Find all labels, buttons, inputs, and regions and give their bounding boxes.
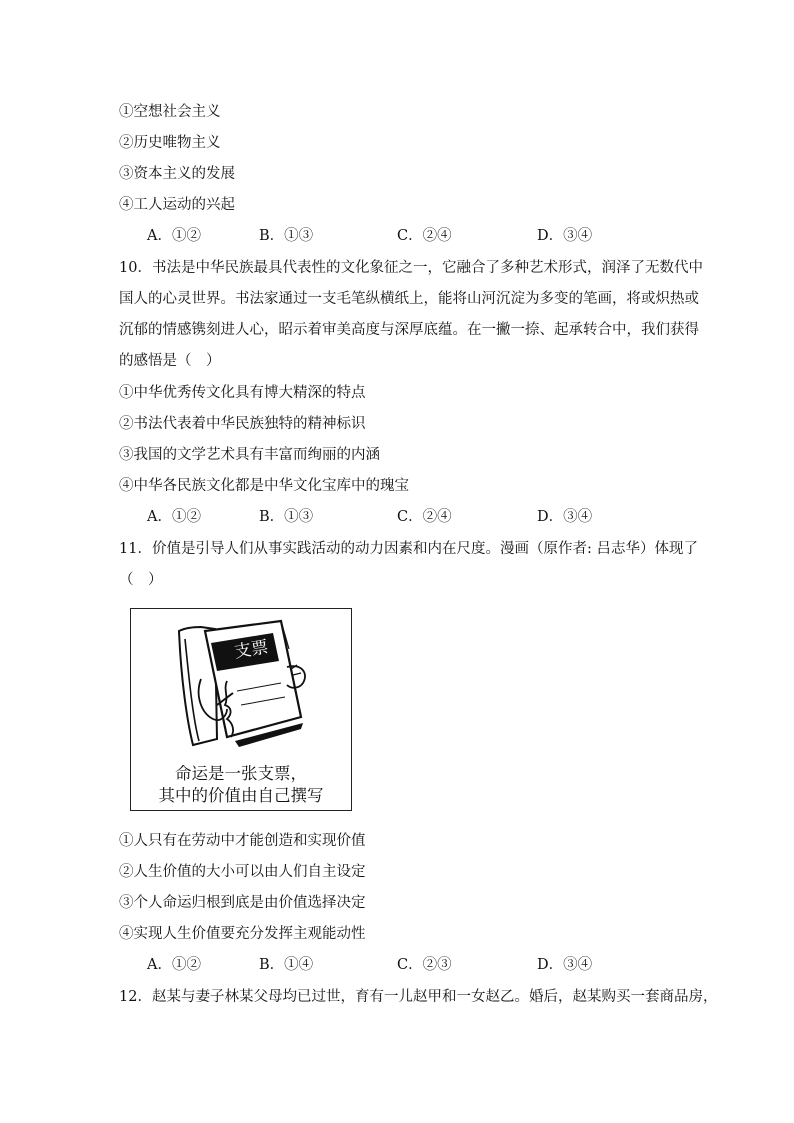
q10-options — [147, 507, 667, 527]
q11-option-a[interactable]: A．①② — [147, 957, 201, 973]
q11-item-2: ②人生价值的大小可以由人们自主设定 — [119, 864, 366, 880]
q10-option-d[interactable]: D．③④ — [537, 509, 593, 525]
q12-stem-line-1: 12．赵某与妻子林某父母均已过世，育有一儿赵甲和一女赵乙。婚后，赵某购买一套商品房， — [119, 989, 718, 1005]
q10-item-2: ②书法代表着中华民族独特的精神标识 — [119, 416, 366, 432]
q11-option-b[interactable]: B．①④ — [259, 957, 314, 973]
q10-stem-line-3: 沉郁的情感镌刻进人心，昭示着审美高度与深厚底蕴。在一撇一捺、起承转合中，我们获得 — [119, 322, 699, 338]
q11-stem-line-1: 11．价值是引导人们从事实践活动的动力因素和内在尺度。漫画（原作者: 吕志华）体现了 — [119, 541, 698, 557]
q10-option-a[interactable]: A．①② — [147, 509, 201, 525]
q11-options — [147, 955, 667, 975]
q11-option-d[interactable]: D．③④ — [537, 957, 593, 973]
cartoon-caption-line-2: 其中的价值由自己撰写 — [158, 786, 324, 805]
q10-item-1: ①中华优秀传文化具有博大精深的特点 — [119, 385, 366, 401]
q11-item-3: ③个人命运归根到底是由价值选择决定 — [119, 895, 366, 911]
check-stub-label: 支票 — [233, 637, 270, 663]
q9-options — [147, 226, 667, 246]
q11-item-4: ④实现人生价值要充分发挥主观能动性 — [119, 926, 366, 942]
cartoon-caption-line-1: 命运是一张支票， — [175, 764, 307, 783]
cartoon-figure — [130, 608, 352, 811]
q10-option-b[interactable]: B．①③ — [259, 509, 314, 525]
q11-item-1: ①人只有在劳动中才能创造和实现价值 — [119, 833, 366, 849]
q9-item-1: ①空想社会主义 — [119, 104, 221, 120]
q11-option-c[interactable]: C．②③ — [397, 957, 452, 973]
q10-option-c[interactable]: C．②④ — [397, 509, 452, 525]
q9-option-c[interactable]: C．②④ — [397, 228, 452, 244]
q9-option-b[interactable]: B．①③ — [259, 228, 314, 244]
q11-stem-line-2: （ ） — [119, 572, 163, 588]
q10-stem-line-4: 的感悟是（ ） — [119, 353, 221, 369]
q10-item-3: ③我国的文学艺术具有丰富而绚丽的内涵 — [119, 447, 380, 463]
q9-item-4: ④工人运动的兴起 — [119, 197, 235, 213]
q9-option-a[interactable]: A．①② — [147, 228, 201, 244]
q10-item-4: ④中华各民族文化都是中华文化宝库中的瑰宝 — [119, 478, 409, 494]
q9-item-3: ③资本主义的发展 — [119, 166, 235, 182]
cartoon-drawing — [131, 609, 350, 759]
q10-stem-line-2: 国人的心灵世界。书法家通过一支毛笔纵横纸上，能将山河沉淀为多变的笔画，将或炽热或 — [119, 291, 699, 307]
q9-option-d[interactable]: D．③④ — [537, 228, 593, 244]
q10-stem-line-1: 10．书法是中华民族最具代表性的文化象征之一，它融合了多种艺术形式，润泽了无数代中 — [119, 260, 703, 276]
q9-item-2: ②历史唯物主义 — [119, 135, 221, 151]
